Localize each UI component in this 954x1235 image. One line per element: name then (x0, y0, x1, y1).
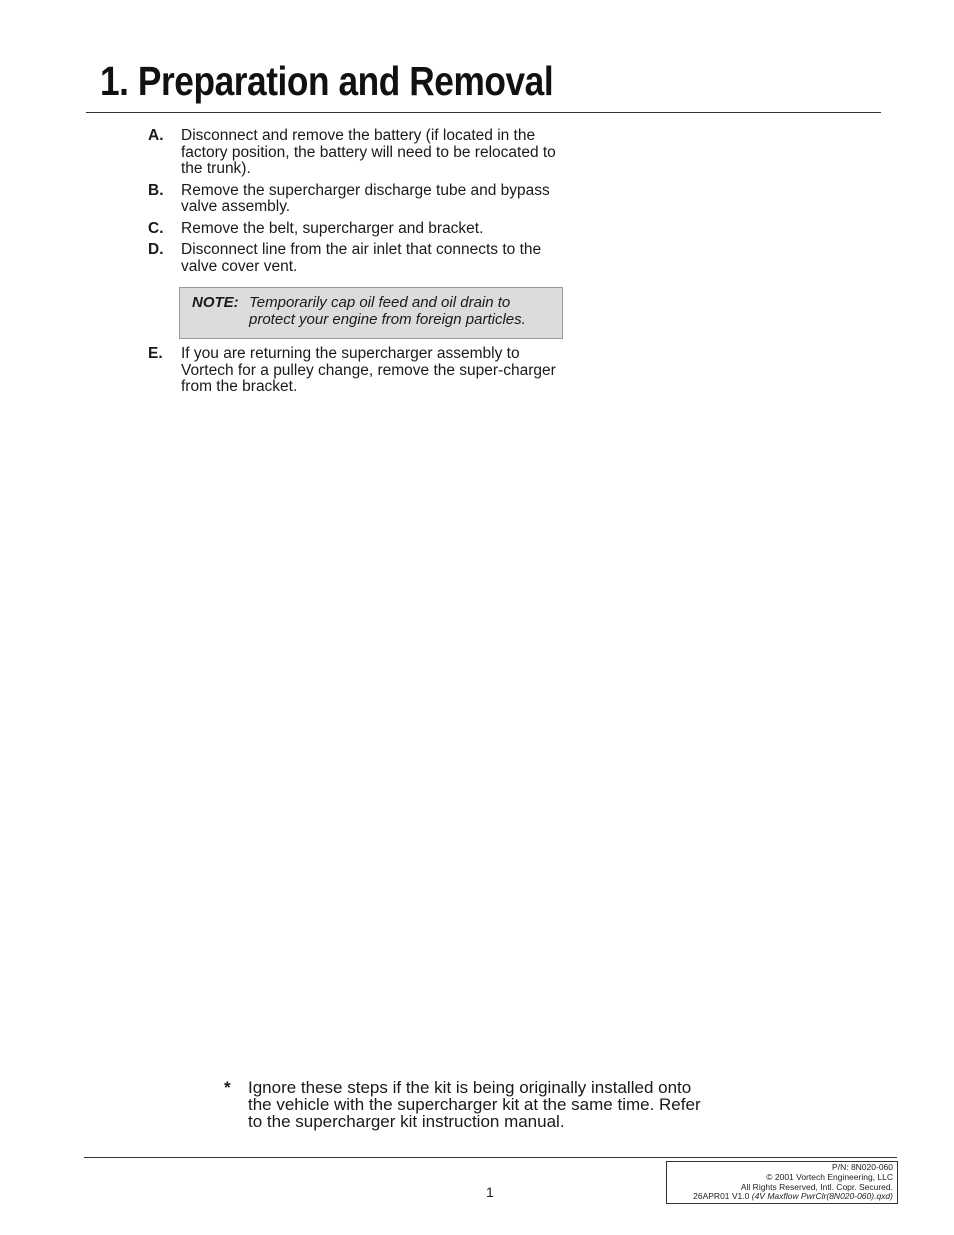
part-number: P/N: 8N020-060 (832, 1162, 893, 1172)
note-text: Temporarily cap oil feed and oil drain to protect your engine from foreign particles. (249, 294, 526, 328)
version-text: 26APR01 V1.0 (693, 1191, 750, 1202)
version-line (671, 1192, 893, 1202)
footer-divider (84, 1157, 897, 1158)
file-name: (4V Maxflow PwrClr(8N020-060).qxd) (751, 1191, 893, 1202)
steps-list (148, 128, 573, 280)
list-item (148, 242, 573, 275)
step-text: Disconnect line from the air inlet that connects to the valve cover vent. (181, 241, 542, 275)
list-item (148, 221, 573, 238)
note-box (179, 287, 563, 339)
step-letter: B. (148, 181, 164, 199)
step-text: Remove the supercharger discharge tube and bypass valve assembly. (181, 181, 550, 215)
list-item (148, 346, 573, 396)
step-letter: C. (148, 219, 164, 237)
step-text: If you are returning the supercharger assembly to Vortech for a pulley change, remove the super-charger from the bracket. (181, 345, 556, 395)
document-info-box (666, 1161, 898, 1204)
page-title: 1. Preparation and Removal (100, 58, 554, 104)
page-number: 1 (486, 1184, 494, 1200)
step-text: Remove the belt, supercharger and bracket. (181, 219, 484, 237)
footnote-text: Ignore these steps if the kit is being originally installed onto the vehicle with the supercharger kit at the same time. Refer to the supercharger kit instruction manual. (248, 1078, 701, 1131)
list-item (148, 128, 573, 178)
step-letter: D. (148, 241, 164, 258)
note-label: NOTE: (192, 294, 239, 311)
list-item (148, 183, 573, 216)
step-letter: A. (148, 127, 164, 144)
footnote-marker: * (224, 1078, 231, 1097)
header-divider (86, 112, 881, 113)
footnote (224, 1079, 714, 1130)
rights-text: All Rights Reserved, Intl. Copr. Secured. (740, 1181, 893, 1192)
step-letter: E. (148, 345, 163, 362)
step-text: Disconnect and remove the battery (if located in the factory position, the battery will need to be relocated to the trunk). (181, 127, 556, 177)
copyright-text: © 2001 Vortech Engineering, LLC (766, 1171, 893, 1182)
